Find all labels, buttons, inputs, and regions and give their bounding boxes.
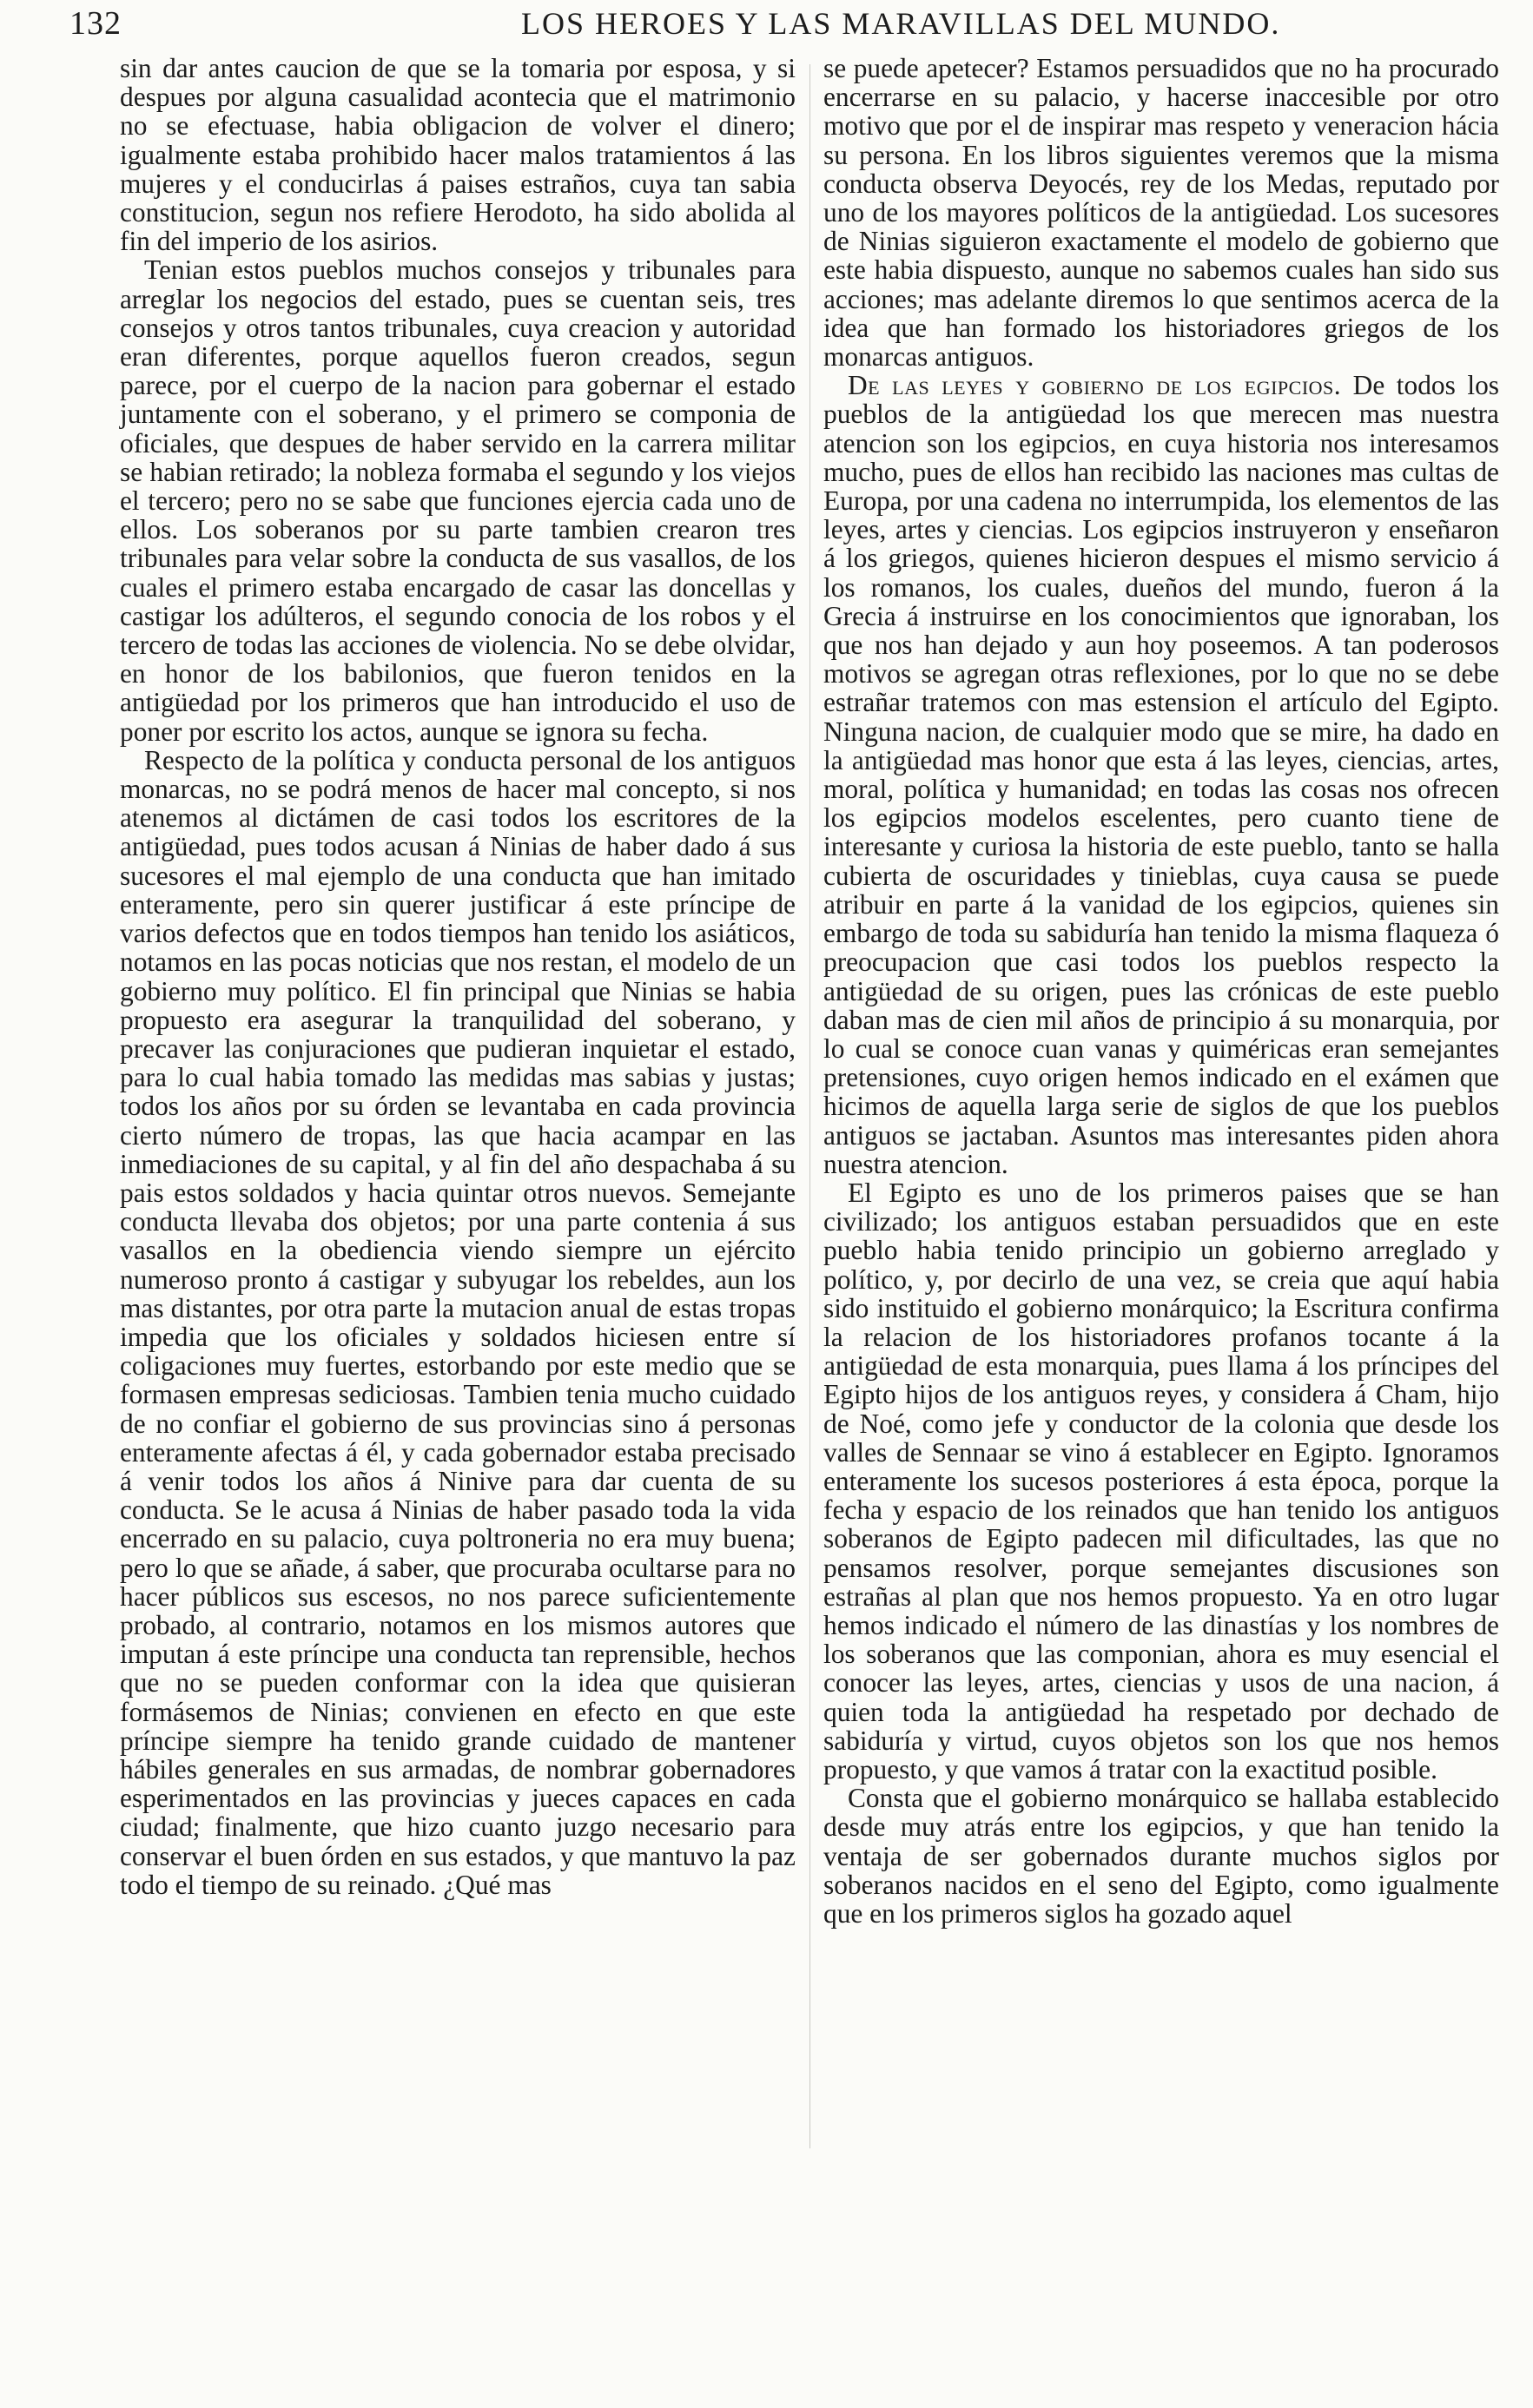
right-column: [823, 54, 1499, 1928]
section-heading: De las leyes y gobierno de los egipcios.: [848, 370, 1342, 401]
page-number: 132: [69, 5, 122, 42]
right-paragraph-1: se puede apetecer? Estamos persuadidos que no ha procurado encerrarse en su palacio, y hacerse inaccesible por otro motivo que por el de inspirar mas respeto y veneracion hácia su persona. En los libros siguientes veremos que la misma conducta observa Deyocés, rey de los Medas, reputado por uno de los mayores políticos de la antigüedad. Los sucesores de Ninias siguieron exactamente el modelo de gobierno que este habia dispuesto, aunque no sabemos cuales han sido sus acciones; mas adelante diremos lo que sentimos acerca de la idea que han formado los historiadores griegos de los monarcas antiguos.: [823, 53, 1499, 373]
left-column: [120, 54, 796, 1899]
page-header: [69, 3, 1503, 43]
right-paragraph-3: El Egipto es uno de los primeros paises que se han civilizado; los antiguos estaban persuadidos que en este pueblo habia tenido principio un gobierno arreglado y político, y, por decirlo de una vez, se creia que aquí habia sido instituido el gobierno monárquico; la Escritura confirma la relacion de los historiadores profanos tocante á la antigüedad de esta monarquia, pues llama á los príncipes del Egipto hijos de los antiguos reyes, y considera á Cham, hijo de Noé, como jefe y conductor de la colonia que desde los valles de Sennaar se vino á establecer en Egipto. Ignoramos enteramente los sucesos posteriores á esta época, porque la fecha y espacio de los reinados que han tenido los antiguos soberanos de Egipto padecen mil dificultades, las que no pensamos resolver, porque semejantes discusiones son estrañas al plan que nos hemos propuesto. Ya en otro lugar hemos indicado el número de las dinastías y los nombres de los soberanos que las componian, ahora es muy esencial el conocer las leyes, artes, ciencias y usos de una nacion, á quien toda la antigüedad ha respetado por dechado de sabiduría y virtud, cuyos objetos son los que nos hemos propuesto, y que vamos á tratar con la exactitud posible.: [823, 1177, 1499, 1785]
running-title: LOS HEROES Y LAS MARAVILLAS DEL MUNDO.: [521, 6, 1281, 41]
right-paragraph-4: Consta que el gobierno monárquico se hallaba establecido desde muy atrás entre los egipcios, y que han tenido la ventaja de ser gobernados durante muchos siglos por soberanos nacidos en el seno del Egipto, como igualmente que en los primeros siglos ha gozado aquel: [823, 1783, 1499, 1929]
right-paragraph-2: [823, 371, 1499, 1178]
right-paragraph-2-text: De todos los pueblos de la antigüedad los que merecen mas nuestra atencion son los egipcios, en cuya historia nos interesamos mucho, pues de ellos han recibido las naciones mas cultas de Europa, por una cadena no interrumpida, los elementos de las leyes, artes y ciencias. Los egipcios instruyeron y enseñaron á los griegos, quienes hicieron despues el mismo servicio á los romanos, los cuales, dueños del mundo, fueron á la Grecia á instruirse en los conocimientos que ignoraban, los que nos han dejado y aun hoy poseemos. A tan poderosos motivos se agregan otras reflexiones, por lo que no se debe estrañar tratemos con mas estension el artículo del Egipto. Ninguna nacion, de cualquier modo que se mire, ha dado en la antigüedad mas honor que esta á las leyes, ciencias, artes, moral, política y humanidad; en todas las cosas nos ofrecen los egipcios modelos escelentes, pero cuanto tiene de interesante y curiosa la historia de este pueblo, tanto se halla cubierta de oscuridades y tinieblas, cuya causa se puede atribuir en parte á la vanidad de los egipcios, quienes sin embargo de toda su sabiduría han tenido la misma flaqueza ó preocupacion que casi todos los pueblos respecto la antigüedad de su origen, pues las crónicas de este pueblo daban mas de cien mil años de principio á su monarquia, por lo cual se conoce cuan vanas y quiméricas eran semejantes pretensiones, cuyo origen hemos indicado en el exámen que hicimos de aquella larga serie de siglos de que los pueblos antiguos se jactaban. Asuntos mas interesantes piden ahora nuestra atencion.: [823, 370, 1499, 1179]
left-paragraph-3: Respecto de la política y conducta personal de los antiguos monarcas, no se podrá menos de hacer mal concepto, si nos atenemos al dictámen de casi todos los escritores de la antigüedad, pues todos acusan á Ninias de haber dado á sus sucesores el mal ejemplo de una conducta que han imitado enteramente, pero sin querer justificar á este príncipe de varios defectos que en todos tiempos han tenido los asiáticos, notamos en las pocas noticias que nos restan, el modelo de un gobierno muy político. El fin principal que Ninias se habia propuesto era asegurar la tranquilidad del soberano, y precaver las conjuraciones que pudieran inquietar el estado, para lo cual habia tomado las medidas mas sabias y justas; todos los años por su órden se levantaba en cada provincia cierto número de tropas, las que hacia acampar en las inmediaciones de su capital, y al fin del año despachaba á su pais estos soldados y hacia quintar otros nuevos. Semejante conducta llevaba dos objetos; por una parte contenia á sus vasallos en la obediencia viendo siempre un ejército numeroso pronto á castigar y subyugar los rebeldes, aun los mas distantes, por otra parte la mutacion anual de estas tropas impedia que los oficiales y soldados hiciesen entre sí coligaciones muy fuertes, estorbando por este medio que se formasen empresas sediciosas. Tambien tenia mucho cuidado de no confiar el gobierno de sus provincias sino á personas enteramente afectas á él, y cada gobernador estaba precisado á venir todos los años á Ninive para dar cuenta de su conducta. Se le acusa á Ninias de haber pasado toda la vida encerrado en su palacio, cuya poltroneria no era muy buena; pero lo que se añade, á saber, que procuraba ocultarse para no hacer públicos sus escesos, no nos parece suficientemente probado, al contrario, notamos en los mismos autores que imputan á este príncipe una conducta tan reprensible, hechos que no se pueden conformar con la idea que quisieran formásemos de Ninias; convienen en efecto en que este príncipe siempre ha tenido grande cuidado de mantener hábiles generales en sus armadas, de nombrar gobernadores esperimentados en las provincias y jueces capaces en cada ciudad; finalmente, que hizo cuanto juzgo necesario para conservar el buen órden en sus estados, y que mantuvo la paz todo el tiempo de su reinado. ¿Qué mas: [120, 744, 796, 1900]
left-paragraph-2: Tenian estos pueblos muchos consejos y tribunales para arreglar los negocios del estado, pues se cuentan seis, tres consejos y otros tantos tribunales, cuya creacion y autoridad eran diferentes, porque aquellos fueron creados, segun parece, por el cuerpo de la nacion para gobernar el estado juntamente con el soberano, y el primero se componia de oficiales, que despues de haber servido en la carrera militar se habian retirado; la nobleza formaba el segundo y los viejos el tercero; pero no se sabe que funciones ejercia cada uno de ellos. Los soberanos por su parte tambien crearon tres tribunales para velar sobre la conducta de sus vasallos, de los cuales el primero estaba encargado de casar las doncellas y castigar los adúlteros, el segundo conocia de los robos y el tercero de todas las acciones de violencia. No se debe olvidar, en honor de los babilonios, que fueron tenidos en la antigüedad por los primeros que han introducido el uso de poner por escrito los actos, aunque se ignora su fecha.: [120, 254, 796, 747]
column-divider: [809, 64, 810, 2148]
left-paragraph-1: sin dar antes caucion de que se la tomaria por esposa, y si despues por alguna casualidad acontecia que el matrimonio no se efectuase, habia obligacion de volver el dinero; igualmente estaba prohibido hacer malos tratamientos á las mujeres y el conducirlas á paises estraños, cuya tan sabia constitucion, segun nos refiere Herodoto, ha sido abolida al fin del imperio de los asirios.: [120, 53, 796, 257]
